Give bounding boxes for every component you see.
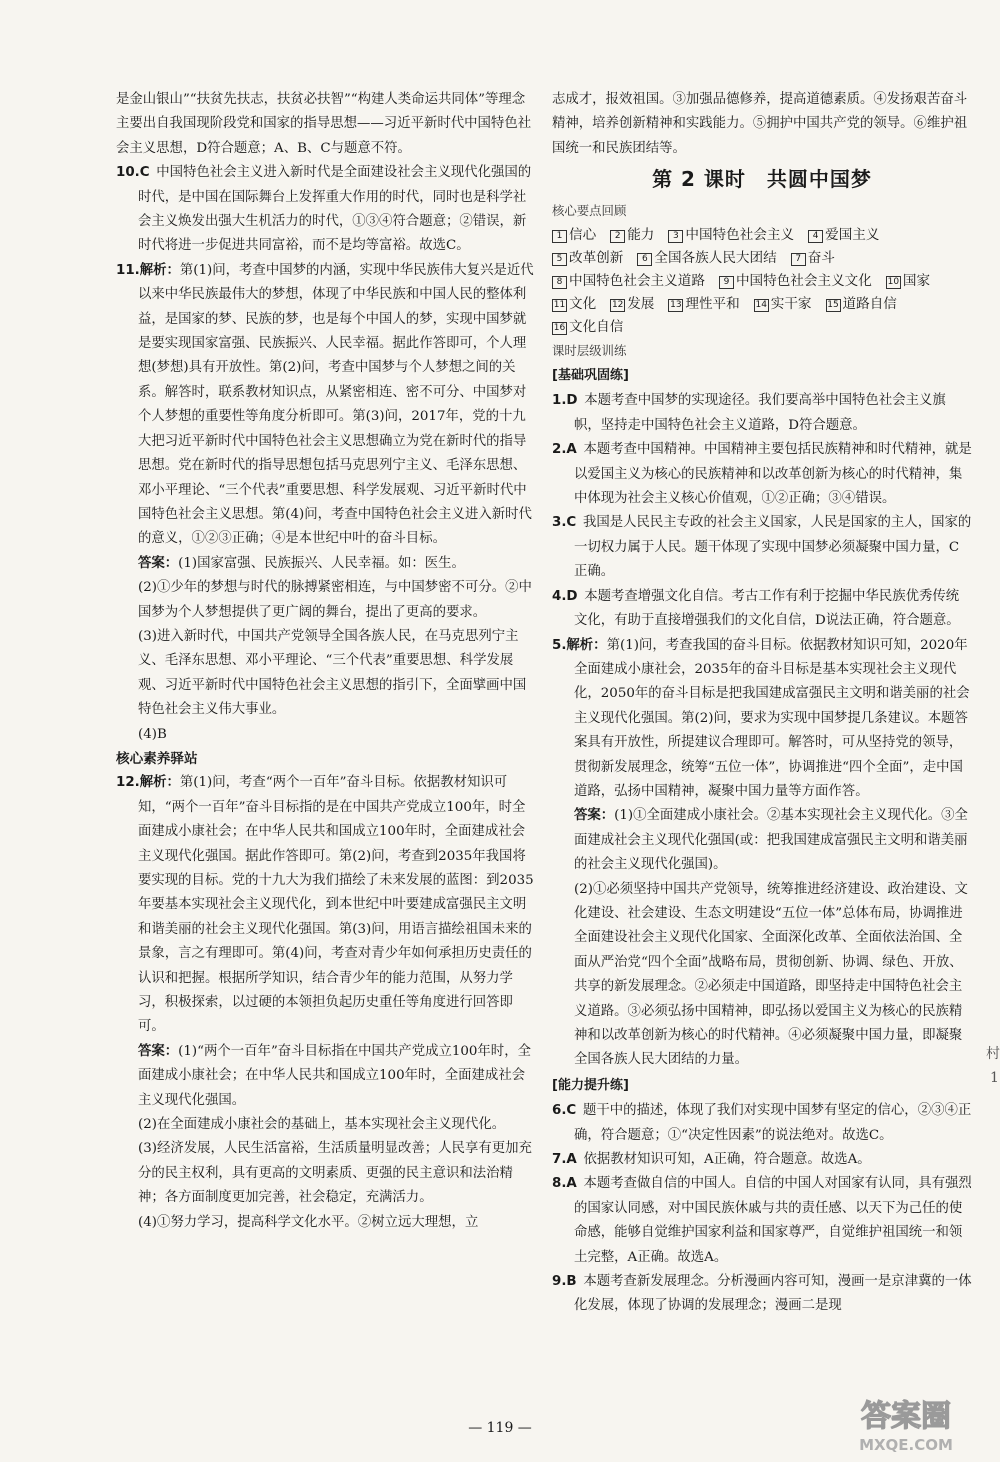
edge-mark: 1 [990, 1070, 999, 1086]
exercise-group-heading: [能力提升练] [552, 1077, 629, 1093]
keyword-number-box: 6 [637, 253, 652, 266]
answer-body: (2)①必须坚持中国共产党领导，统筹推进经济建设、政治建设、文化建设、社会建设、生态文明建设“五位一体”总体布局，协调推进全面建设社会主义现代化国家、全面深化改革、全面依法治国、全面从严治党“四个全面”战略布局，贯彻创新、协调、绿色、开放、共享的新发展理念。②必须走中国道路，即坚持走中国特色社会主义道路。③必须弘扬中国精神，即弘扬以爱国主义为核心的民族精神和以改革创新为核心的时代精神。④必须凝聚中国力量，即凝聚全国各族人民大团结的力量。 [574, 881, 968, 1068]
answer-item [552, 1099, 972, 1148]
watermark-text: 答案圈 [861, 1399, 951, 1434]
keyword-item [719, 270, 872, 293]
keyword-item [552, 247, 623, 270]
keyword-text: 文化自信 [569, 318, 624, 335]
keyword-item [552, 293, 596, 316]
answer-text [116, 552, 534, 576]
answer-label: 解析： [139, 262, 180, 278]
keyword-number-box: 3 [668, 230, 683, 243]
answer-body: (4)①努力学习，提高科学文化水平。②树立远大理想，立 [138, 1214, 479, 1230]
answer-body: 依据教材知识可知，A正确，符合题意。故选A。 [583, 1152, 871, 1168]
answer-label: 答案： [574, 808, 615, 824]
keyword-item [886, 270, 930, 293]
answer-body: (1)①全面建成小康社会。②基本实现社会主义现代化。③全面建成社会主义现代化强国(或：把我国建成富强民主文明和谐美丽的社会主义现代化强国)。 [574, 808, 968, 873]
answer-item [116, 161, 534, 259]
answer-text [116, 1137, 534, 1210]
keyword-number-box: 1 [552, 230, 567, 243]
answer-item [552, 511, 972, 584]
answer-body: (2)在全面建成小康社会的基础上，基本实现社会主义现代化。 [138, 1117, 506, 1133]
answer-body: 本题考查中国梦的实现途径。我们要高举中国特色社会主义旗帜，坚持走中国特色社会主义道路，D符合题意。 [574, 393, 946, 433]
watermark-logo [818, 1388, 993, 1458]
review-heading: 核心要点回顾 [552, 203, 627, 219]
answer-body: (3)进入新时代，中国共产党领导全国各族人民，在马克思列宁主义、毛泽东思想、邓小平理论、“三个代表”重要思想、科学发展观、习近平新时代中国特色社会主义思想的指引下，全面擘画中国特色社会主义伟大事业。 [138, 628, 527, 718]
answer-body: 我国是人民民主专政的社会主义国家，人民是国家的主人，国家的一切权力属于人民。题干体现了实现中国梦必须凝聚中国力量，C正确。 [574, 515, 972, 580]
keyword-text: 国家 [902, 272, 931, 289]
keyword-text: 发展 [627, 295, 655, 312]
training-heading: 课时层级训练 [552, 342, 627, 358]
keyword-text: 改革创新 [569, 249, 624, 266]
answer-label: 答案： [138, 1043, 179, 1059]
keyword-text: 文化 [569, 295, 597, 312]
keyword-number-box: 11 [553, 299, 566, 310]
section-heading: 核心素养驿站 [116, 750, 198, 767]
answer-body: 是金山银山”“扶贫先扶志，扶贫必扶智”“构建人类命运共同体”等理念主要出自我国现阶段党和国家的指导思想——习近平新时代中国特色社会主义思想，D符合题意；A、B、C与题意不符。 [116, 92, 532, 156]
answer-body: (3)经济发展，人民生活富裕，生活质量明显改善；人民享有更加充分的民主权利，具有更高的文明素质、更强的民主意识和法治精神；各方面制度更加完善，社会稳定，充满活力。 [138, 1141, 532, 1206]
answer-item [552, 1270, 972, 1319]
keyword-item [552, 316, 623, 339]
keyword-item [668, 293, 739, 316]
keyword-item [826, 293, 897, 316]
question-number: 10.C [116, 165, 150, 181]
keyword-text: 中国特色社会主义 [685, 226, 795, 243]
answer-body: (2)①少年的梦想与时代的脉搏紧密相连，与中国梦密不可分。②中国梦为个人梦想提供了更广阔的舞台，提出了更高的要求。 [138, 580, 532, 620]
keyword-item [552, 224, 596, 247]
answer-text [116, 1113, 534, 1137]
keyword-number-box: 15 [827, 299, 839, 310]
keyword-text: 理性平和 [685, 295, 740, 312]
keyword-list [552, 224, 972, 339]
answer-body: (1)国家富强、民族振兴、人民幸福。如：医生。 [178, 555, 465, 571]
keyword-number-box: 14 [755, 299, 767, 310]
question-number: 6.C [552, 1103, 577, 1119]
keyword-number-box: 9 [719, 276, 734, 289]
answer-body: 第(1)问，考查“两个一百年”奋斗目标。依据教材知识可知，“两个一百年”奋斗目标指的是在中国共产党成立100年，时全面建成小康社会；在中华人民共和国成立100年时，全面建成社会主义现代化强国。据此作答即可。第(2)问，考查到2035年我国将要实现的目标。党的十九大为我们描绘了未来发展的蓝图：到2035年要基本实现社会主义现代化，到本世纪中叶要建成富强民主文明和谐美丽的社会主义现代化强国。第(3)问，用语言描绘祖国未来的景象，言之有理即可。第(4)问，考查对青少年如何承担历史责任的认识和把握。根据所学知识，结合青少年的能力范围，从努力学习，积极探索，以过硬的本领担负起历史重任等角度进行回答即可。 [138, 775, 534, 1035]
keyword-number-box: 13 [670, 299, 682, 310]
keyword-number-box: 8 [552, 276, 567, 289]
answer-label: 解析： [139, 775, 180, 791]
answer-item [116, 259, 534, 552]
page-number: — 119 — [468, 1420, 532, 1436]
keyword-text: 全国各族人民大团结 [654, 249, 777, 266]
keyword-item [552, 270, 705, 293]
question-number: 5. [552, 637, 567, 653]
keyword-number-box: 4 [808, 230, 823, 243]
answer-text [552, 804, 972, 877]
keyword-text: 能力 [627, 226, 655, 243]
keyword-item [637, 247, 776, 270]
answer-item [552, 389, 972, 438]
question-number: 3.C [552, 515, 577, 531]
left-column [116, 88, 534, 1235]
answer-text [116, 576, 534, 625]
question-number: 4.D [552, 588, 578, 604]
answer-item [552, 1148, 972, 1172]
keyword-number-box: 7 [791, 253, 806, 266]
keyword-item [668, 224, 794, 247]
answer-body: 中国特色社会主义进入新时代是全面建设社会主义现代化强国的时代，是中国在国际舞台上发挥重大作用的时代，同时也是科学社会主义焕发出强大生机活力的时代，①③④符合题意；②错误，新时代将进一步促进共同富裕，而不是均等富裕。故选C。 [138, 165, 532, 254]
answer-text [116, 1040, 534, 1113]
edge-mark: 村 [986, 1046, 1000, 1062]
keyword-item [610, 224, 654, 247]
answer-body: (4)B [138, 726, 167, 742]
answer-item [552, 1172, 972, 1270]
answer-label: 答案： [138, 555, 179, 571]
answer-body: 本题考查中国精神。中国精神主要包括民族精神和时代精神，就是以爱国主义为核心的民族精神和以改革创新为核心的时代精神，集中体现为社会主义核心价值观，①②正确；③④错误。 [574, 442, 972, 507]
question-number: 2.A [552, 442, 577, 458]
right-column [552, 88, 972, 1319]
question-number: 11. [116, 262, 140, 278]
keyword-text: 信心 [569, 226, 597, 243]
keyword-number-box: 5 [552, 253, 567, 266]
keyword-number-box: 10 [887, 276, 900, 287]
answer-body: (1)“两个一百年”奋斗目标指在中国共产党成立100年时，全面建成小康社会；在中华人民共和国成立100年时，全面建成社会主义现代化强国。 [138, 1043, 531, 1108]
keyword-text: 实干家 [770, 295, 812, 312]
continued-answer: 志成才，报效祖国。③加强品德修养，提高道德素质。④发扬艰苦奋斗精神，培养创新精神和实践能力。⑤拥护中国共产党的领导。⑥维护祖国统一和民族团结等。 [552, 92, 968, 156]
answer-body: 题干中的描述，体现了我们对实现中国梦有坚定的信心，②③④正确，符合题意；①“决定性因素”的说法绝对。故选C。 [574, 1103, 972, 1143]
keyword-text: 中国特色社会主义道路 [569, 272, 705, 289]
answer-text [116, 88, 534, 161]
question-number: 12. [116, 775, 140, 791]
keyword-item [808, 224, 879, 247]
answer-text [552, 878, 972, 1073]
answer-body: 本题考查增强文化自信。考古工作有利于挖掘中华民族优秀传统文化，有助于直接增强我们的文化自信，D说法正确，符合题意。 [574, 588, 960, 629]
keyword-text: 中国特色社会主义文化 [735, 272, 872, 289]
answer-label: 解析： [566, 637, 607, 653]
lesson-title: 第 2 课时 共圆中国梦 [652, 167, 872, 192]
answer-text [116, 1211, 534, 1235]
question-number: 8.A [552, 1176, 577, 1192]
question-number: 7.A [552, 1152, 577, 1168]
question-number: 9.B [552, 1274, 577, 1290]
keyword-number-box: 2 [610, 230, 625, 243]
answer-item [552, 438, 972, 511]
keyword-number-box: 16 [553, 322, 566, 333]
keyword-text: 道路自信 [842, 295, 897, 312]
exercise-group-heading: [基础巩固练] [552, 368, 629, 384]
keyword-text: 奋斗 [807, 249, 835, 266]
question-number: 1.D [552, 393, 578, 409]
answer-text [116, 723, 534, 747]
answer-body: 本题考查做自信的中国人。自信的中国人对国家有认同，具有强烈的国家认同感，对中国民族休戚与共的责任感、以天下为己任的使命感，能够自觉维护国家利益和国家尊严，自觉维护祖国统一和领土完整，A正确。故选A。 [574, 1176, 972, 1265]
answer-body: 本题考查新发展理念。分析漫画内容可知，漫画一是京津冀的一体化发展，体现了协调的发展理念；漫画二是现 [574, 1274, 972, 1314]
answer-item [552, 634, 972, 805]
keyword-item [610, 293, 654, 316]
right-answers [552, 364, 972, 1319]
answer-body: 第(1)问，考查中国梦的内涵，实现中华民族伟大复兴是近代以来中华民族最伟大的梦想，体现了中华民族和中国人民的整体利益，是国家的梦、民族的梦，也是每个中国人的梦，实现中国梦就是要实现国家富强、民族振兴、人民幸福。据此作答即可，个人理想(梦想)具有开放性。第(2)问，考查中国梦与个人梦想之间的关系。解答时，联系教材知识点，从紧密相连、密不可分、中国梦对个人梦想的重要性等角度分析即可。第(3)问，2017年，党的十九大把习近平新时代中国特色社会主义思想确立为党在新时代的指导思想。党在新时代的指导思想包括马克思列宁主义、毛泽东思想、邓小平理论、“三个代表”重要思想、科学发展观、习近平新时代中国特色社会主义思想。第(4)问，考查中国特色社会主义进入新时代的意义，①②③正确；④是本世纪中叶的奋斗目标。 [138, 262, 534, 547]
answer-item [552, 585, 972, 634]
watermark-url: MXQE.COM [859, 1436, 953, 1454]
keyword-item [791, 247, 835, 270]
answer-text [116, 625, 534, 723]
keyword-item [754, 293, 812, 316]
keyword-number-box: 12 [611, 299, 624, 310]
keyword-text: 爱国主义 [825, 226, 880, 243]
answer-item [116, 771, 534, 1039]
answer-body: 第(1)问，考查我国的奋斗目标。依据教材知识可知，2020年全面建成小康社会，2035年的奋斗目标是基本实现社会主义现代化，2050年的奋斗目标是把我国建成富强民主文明和谐美丽的社会主义现代化强国。第(2)问，要求为实现中国梦提几条建议。本题答案具有开放性，所提建议合理即可。解答时，可从坚持党的领导，贯彻新发展理念，统筹“五位一体”，协调推进“四个全面”，走中国道路，弘扬中国精神，凝聚中国力量等方面作答。 [574, 637, 970, 799]
